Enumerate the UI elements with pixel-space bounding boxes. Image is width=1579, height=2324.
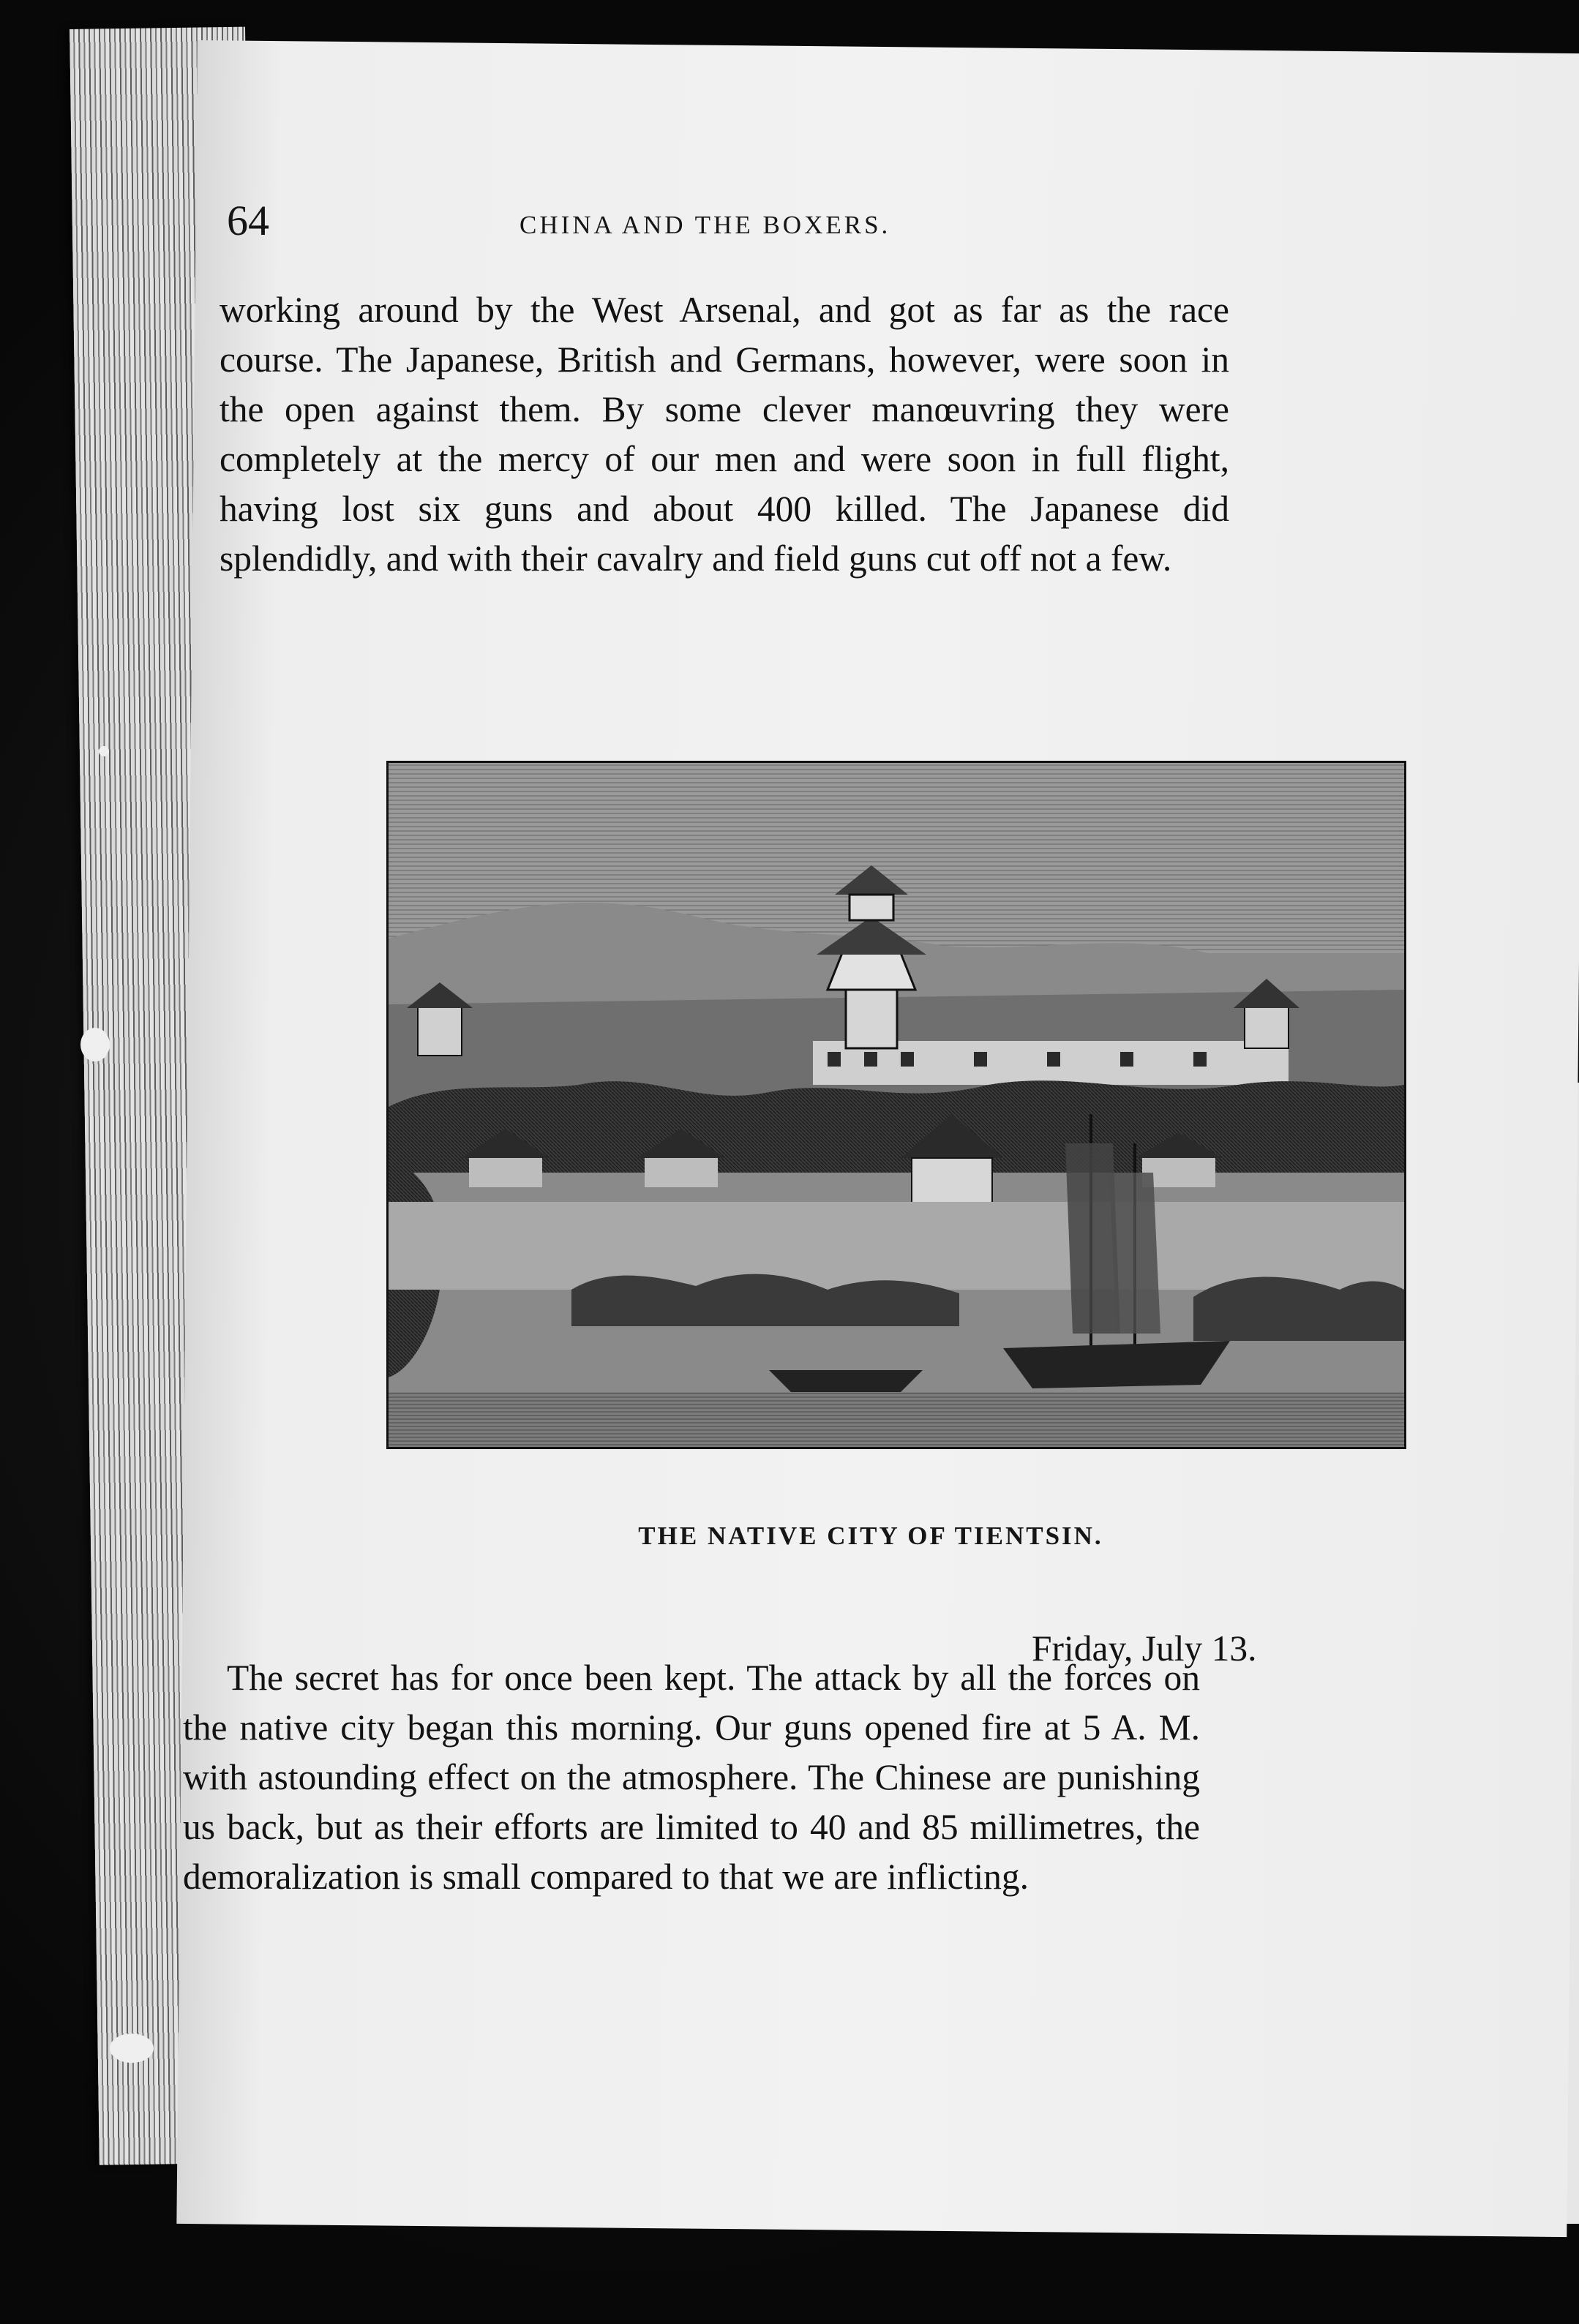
scan-artifact	[110, 2034, 154, 2063]
running-head	[227, 196, 1193, 262]
paragraph: The secret has for once been kept. The attack by all the forces on the native city began this morning. Our guns opened fire at 5 A. M. with astounding effect on the atmosphere. The Chinese are punishing us back, but as their efforts are limited to 40 and 85 millimetres, the demoralization is small compared to that we are inflicting.	[183, 1658, 1200, 1897]
top-paragraph-block	[220, 285, 1229, 584]
scan-artifact	[80, 1028, 110, 1061]
paragraph: working around by the West Arsenal, and got as far as the race course. The Japanese, British and Germans, however, were soon in the open against them. By some clever manœuvring they were completely at the mercy of our men and were soon in full flight, having lost six guns and about 400 killed. The Japanese did splendidly, and with their cavalry and field guns cut off not a few.	[220, 290, 1229, 579]
dateline: Friday, July 13.	[1032, 1628, 1257, 1669]
illustration-caption: THE NATIVE CITY OF TIENTSIN.	[638, 1522, 1103, 1550]
page-number: 64	[227, 197, 269, 244]
bottom-paragraph-block	[183, 1653, 1200, 1902]
tientsin-engraving-illustration	[386, 761, 1406, 1449]
scan-artifact	[99, 746, 109, 756]
running-title: CHINA AND THE BOXERS.	[520, 211, 891, 239]
